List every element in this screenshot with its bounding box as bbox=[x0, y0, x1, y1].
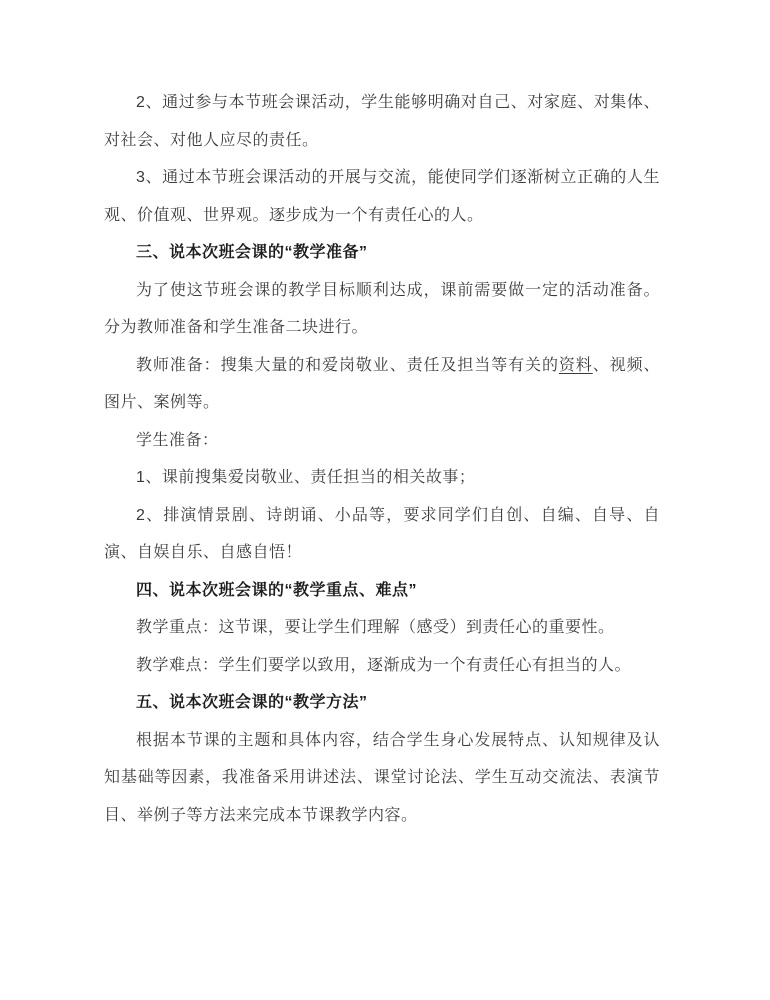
document-paragraph: 根据本节课的主题和具体内容，结合学生身心发展特点、认知规律及认知基础等因素，我准备采用讲述法、课堂讨论法、学生互动交流法、表演节目、举例子等方法来完成本节课教学内容。 bbox=[104, 731, 660, 824]
underlined-text: 资料 bbox=[558, 356, 593, 374]
document-paragraph: 为了使这节班会课的教学目标顺利达成，课前需要做一定的活动准备。分为教师准备和学生准备二块进行。 bbox=[104, 281, 660, 336]
document-paragraph: 教师准备：搜集大量的和爱岗敬业、责任及担当等有关的资料、视频、图片、案例等。 bbox=[104, 356, 660, 411]
document-paragraph: 教学难点：学生们要学以致用，逐渐成为一个有责任心有担当的人。 bbox=[136, 656, 632, 674]
document-paragraph: 2、排演情景剧、诗朗诵、小品等，要求同学们自创、自编、自导、自演、自娱自乐、自感自悟！ bbox=[104, 506, 660, 561]
section-heading: 五、说本次班会课的“教学方法” bbox=[136, 694, 368, 711]
document-paragraph: 教学重点：这节课，要让学生们理解（感受）到责任心的重要性。 bbox=[136, 619, 615, 636]
section-heading: 四、说本次班会课的“教学重点、难点” bbox=[136, 581, 418, 599]
document-paragraph: 3、通过本节班会课活动的开展与交流，能使同学们逐渐树立正确的人生观、价值观、世界观。逐步成为一个有责任心的人。 bbox=[104, 169, 660, 224]
document-content bbox=[104, 84, 660, 834]
document-paragraph: 2、通过参与本节班会课活动，学生能够明确对自己、对家庭、对集体、对社会、对他人应尽的责任。 bbox=[104, 94, 660, 149]
section-heading: 三、说本次班会课的“教学准备” bbox=[136, 244, 368, 261]
document-paragraph: 1、课前搜集爱岗敬业、责任担当的相关故事； bbox=[136, 469, 476, 486]
document-paragraph: 学生准备： bbox=[136, 431, 219, 449]
